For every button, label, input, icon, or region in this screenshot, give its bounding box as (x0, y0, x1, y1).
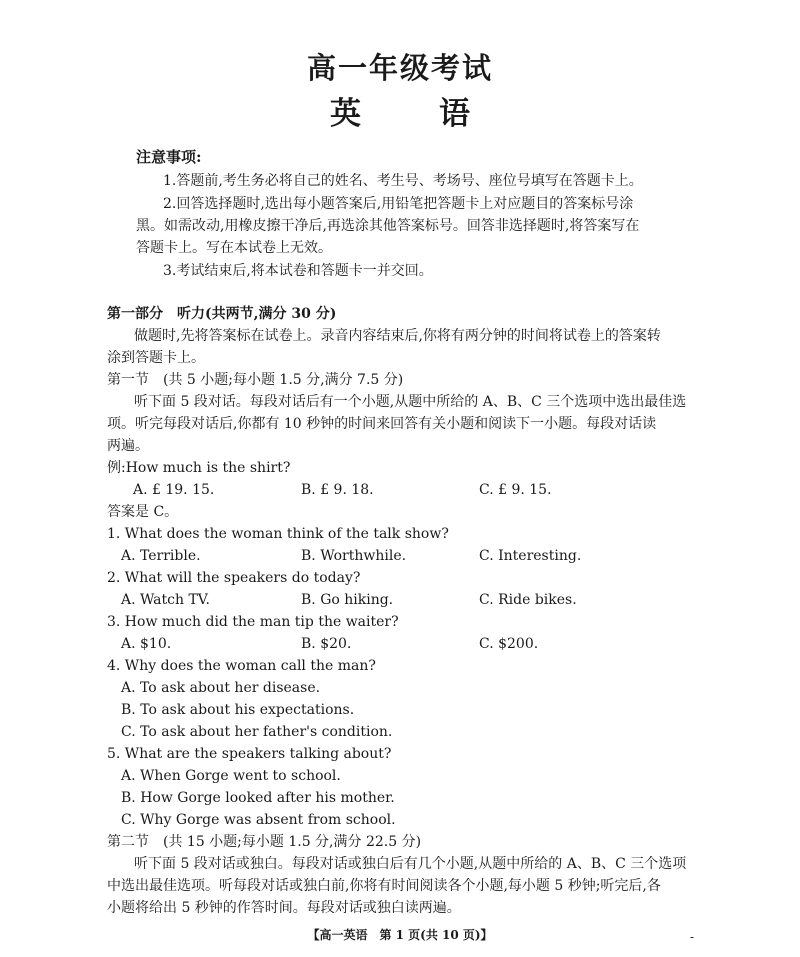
notice-item-3: 3.考试结束后,将本试卷和答题卡一并交回。 (163, 263, 433, 279)
section1-intro-2: 项。听完每段对话后,你都有 10 秒钟的时间来回答有关小题和阅读下一小题。每段对话读 (107, 416, 657, 432)
section1-intro-3: 两遍。 (107, 438, 149, 454)
q1-option-b: B. Worthwhile. (301, 548, 407, 564)
q5-option-c: C. Why Gorge was absent from school. (121, 812, 396, 828)
notice-item-1: 1.答题前,考生务必将自己的姓名、考生号、考场号、座位号填写在答题卡上。 (163, 173, 643, 189)
q2-option-a: A. Watch TV. (121, 592, 210, 608)
q4-option-a: A. To ask about her disease. (121, 680, 321, 696)
part1-intro-1: 做题时,先将答案标在试卷上。录音内容结束后,你将有两分钟的时间将试卷上的答案转 (134, 328, 661, 344)
question-1: 1. What does the woman think of the talk show? (107, 526, 449, 542)
example-question: 例:How much is the shirt? (107, 460, 291, 476)
q3-option-b: B. $20. (301, 636, 352, 652)
notice-item-2-cont: 黑。如需改动,用橡皮擦干净后,再选涂其他答案标号。回答非选择题时,将答案写在 (136, 218, 640, 234)
question-2: 2. What will the speakers do today? (107, 570, 361, 586)
question-3: 3. How much did the man tip the waiter? (107, 614, 399, 630)
section2-intro-1: 听下面 5 段对话或独白。每段对话或独白后有几个小题,从题中所给的 A、B、C 三个选项 (134, 856, 687, 872)
corner-mark: - (690, 930, 695, 944)
part1-intro-2: 涂到答题卡上。 (107, 350, 205, 366)
subject-char-2: 语 (439, 96, 470, 132)
example-option-b: B. £ 9. 18. (301, 482, 374, 498)
notice-item-2: 2.回答选择题时,选出每小题答案后,用铅笔把答题卡上对应题目的答案标号涂 (163, 196, 634, 212)
section2-intro-3: 小题将给出 5 秒钟的作答时间。每段对话或独白读两遍。 (107, 900, 461, 916)
example-answer: 答案是 C。 (107, 504, 179, 520)
question-4: 4. Why does the woman call the man? (107, 658, 376, 674)
question-5: 5. What are the speakers talking about? (107, 746, 392, 762)
section2-intro-2: 中选出最佳选项。听每段对话或独白前,你将有时间阅读各个小题,每小题 5 秒钟;听完后,各 (107, 878, 661, 894)
q5-option-a: A. When Gorge went to school. (121, 768, 341, 784)
section1-intro-1: 听下面 5 段对话。每段对话后有一个小题,从题中所给的 A、B、C 三个选项中选出最佳选 (134, 394, 687, 410)
page-footer: 【高一英语 第 1 页(共 10 页)】 (307, 928, 493, 942)
example-option-c: C. £ 9. 15. (479, 482, 552, 498)
q4-option-b: B. To ask about his expectations. (121, 702, 355, 718)
q3-option-a: A. $10. (121, 636, 172, 652)
notice-item-2-cont2: 答题卡上。写在本试卷上无效。 (136, 240, 332, 256)
notice-heading: 注意事项: (136, 148, 202, 166)
q4-option-c: C. To ask about her father's condition. (121, 724, 393, 740)
q1-option-a: A. Terrible. (121, 548, 201, 564)
q2-option-b: B. Go hiking. (301, 592, 394, 608)
q5-option-b: B. How Gorge looked after his mother. (121, 790, 395, 806)
part1-heading: 第一部分 听力(共两节,满分 30 分) (107, 306, 337, 322)
q1-option-c: C. Interesting. (479, 548, 582, 564)
q3-option-c: C. $200. (479, 636, 539, 652)
q2-option-c: C. Ride bikes. (479, 592, 577, 608)
exam-title: 高一年级考试 (306, 51, 493, 85)
section1-heading: 第一节 (共 5 小题;每小题 1.5 分,满分 7.5 分) (107, 372, 404, 388)
subject-char-1: 英 (330, 96, 361, 132)
example-option-a: A. £ 19. 15. (133, 482, 215, 498)
section2-heading: 第二节 (共 15 小题;每小题 1.5 分,满分 22.5 分) (107, 834, 422, 850)
subject-title (0, 88, 800, 133)
